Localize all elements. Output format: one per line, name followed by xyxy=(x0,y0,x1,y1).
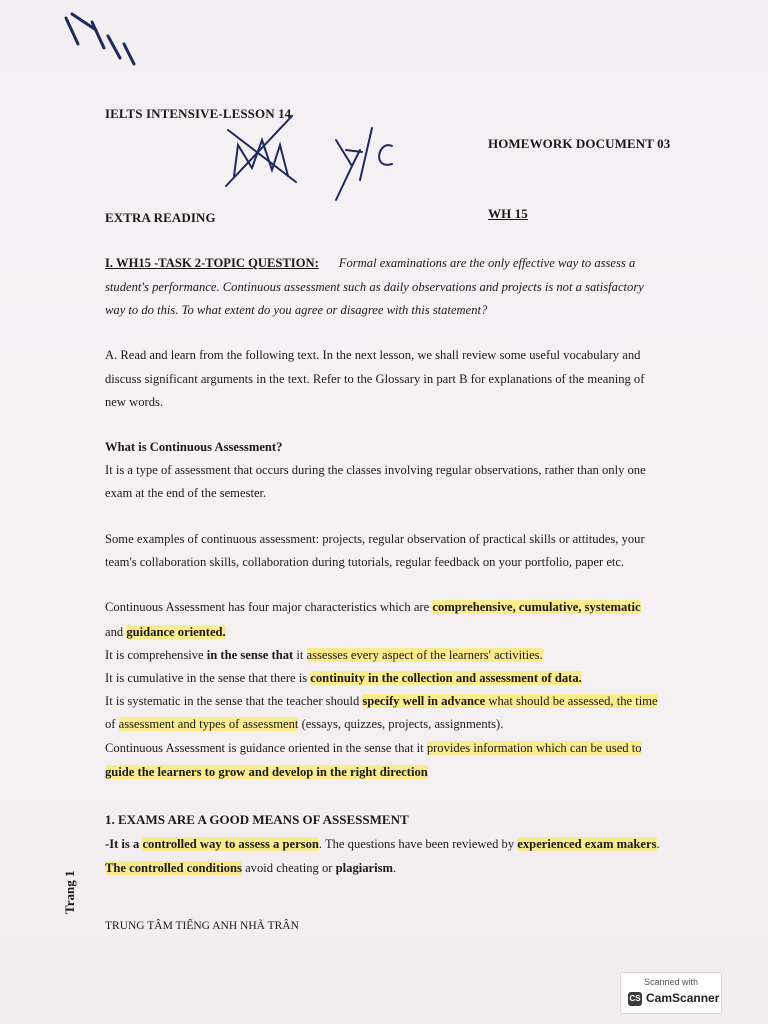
pen-mark-fc xyxy=(336,128,392,200)
intro-line-2: discuss significant arguments in the text. Refer to the Glossary in part B for explanations of the meaning of xyxy=(105,372,645,386)
intro-line-1: A. Read and learn from the following text. In the next lesson, we shall review some useful vocabulary and xyxy=(105,348,641,362)
topic-question-part-3: way to do this. To what extent do you agree or disagree with this statement? xyxy=(105,303,488,317)
text-run: avoid cheating or xyxy=(241,861,336,875)
text-run: of xyxy=(105,717,119,731)
definition-line-2: exam at the end of the semester. xyxy=(105,486,267,500)
section-title: EXTRA READING xyxy=(105,210,216,225)
document-type: HOMEWORK DOCUMENT 03 xyxy=(488,136,671,151)
highlight-run: The controlled conditions xyxy=(105,861,242,875)
characteristics-line-1 xyxy=(105,600,641,615)
topic-question-part-1: Formal examinations are the only effective way to assess a xyxy=(338,256,636,270)
text-run: It is cumulative in the sense that there is xyxy=(105,671,311,685)
definition-line-1: It is a type of assessment that occurs during the classes involving regular observations, rather than only one xyxy=(105,463,646,477)
highlight-run: experienced exam makers xyxy=(517,837,657,851)
examples-line-1: Some examples of continuous assessment: projects, regular observation of practical skills or attitudes, your xyxy=(105,532,645,546)
exams-line-2 xyxy=(105,861,396,876)
bold-run: -It is a xyxy=(105,837,143,851)
camscanner-badge xyxy=(620,972,722,1014)
exams-line-1 xyxy=(105,837,660,852)
highlight-run: assesses every aspect of the learners' activities. xyxy=(306,648,543,662)
topic-question-part-2: student's performance. Continuous assessment such as daily observations and projects is not a satisfactory xyxy=(105,280,644,294)
examples-line-2: team's collaboration skills, collaboration during tutorials, regular feedback on your portfolio, paper etc. xyxy=(105,555,625,569)
lesson-title: IELTS INTENSIVE-LESSON 14 xyxy=(105,106,292,121)
text-run: It is comprehensive xyxy=(105,648,207,662)
characteristics-line-5 xyxy=(105,694,658,709)
text-run: it xyxy=(293,648,307,662)
text-run: and xyxy=(105,625,127,639)
characteristics-line-2 xyxy=(105,625,226,640)
characteristics-line-8 xyxy=(105,765,428,780)
highlight-run: specify well in advance xyxy=(362,694,486,708)
camscanner-name: CamScanner xyxy=(646,991,720,1005)
text-run: Continuous Assessment is guidance oriented in the sense that it xyxy=(105,741,427,755)
camscanner-logo-icon: CS xyxy=(628,992,642,1006)
page-number-vertical: Trang 1 xyxy=(62,870,77,914)
scanned-with-label: Scanned with xyxy=(643,977,699,987)
highlight-run: assessment and types of assessment xyxy=(118,717,299,731)
highlight-run: controlled way to assess a person xyxy=(142,837,319,851)
text-run: . xyxy=(393,861,397,875)
text-run: It is systematic in the sense that the teacher should xyxy=(105,694,363,708)
highlight-run: continuity in the collection and assessment of data. xyxy=(310,671,582,685)
highlight-run: provides information which can be used to xyxy=(426,741,642,755)
crossed-out-initials xyxy=(226,116,296,186)
characteristics-line-6 xyxy=(105,717,503,732)
highlight-run: guide the learners to grow and develop in the right direction xyxy=(105,765,428,779)
bold-run: plagiarism xyxy=(335,861,394,875)
topic-label: I. WH15 -TASK 2-TOPIC QUESTION: xyxy=(105,256,319,270)
pen-strokes-top-left xyxy=(66,14,134,64)
intro-line-3: new words. xyxy=(105,395,164,409)
highlight-run: guidance oriented. xyxy=(126,625,226,639)
characteristics-line-3 xyxy=(105,648,543,663)
highlight-run: comprehensive, cumulative, systematic xyxy=(432,600,641,614)
text-run: . The questions have been reviewed by xyxy=(318,837,518,851)
footer-center-name: TRUNG TÂM TIẾNG ANH NHÃ TRÂN xyxy=(105,920,299,932)
definition-heading: What is Continuous Assessment? xyxy=(105,440,283,454)
document-code: WH 15 xyxy=(488,206,528,221)
text-run: . xyxy=(656,837,660,851)
characteristics-line-4 xyxy=(105,671,582,686)
topic-line-1 xyxy=(105,256,635,271)
text-run: Continuous Assessment has four major characteristics which are xyxy=(105,600,433,614)
bold-run: in the sense that xyxy=(206,648,294,662)
text-run: (essays, quizzes, projects, assignments). xyxy=(298,717,504,731)
characteristics-line-7 xyxy=(105,741,642,756)
highlight-run: what should be assessed, the time xyxy=(485,694,658,708)
exams-heading: 1. EXAMS ARE A GOOD MEANS OF ASSESSMENT xyxy=(105,812,409,827)
